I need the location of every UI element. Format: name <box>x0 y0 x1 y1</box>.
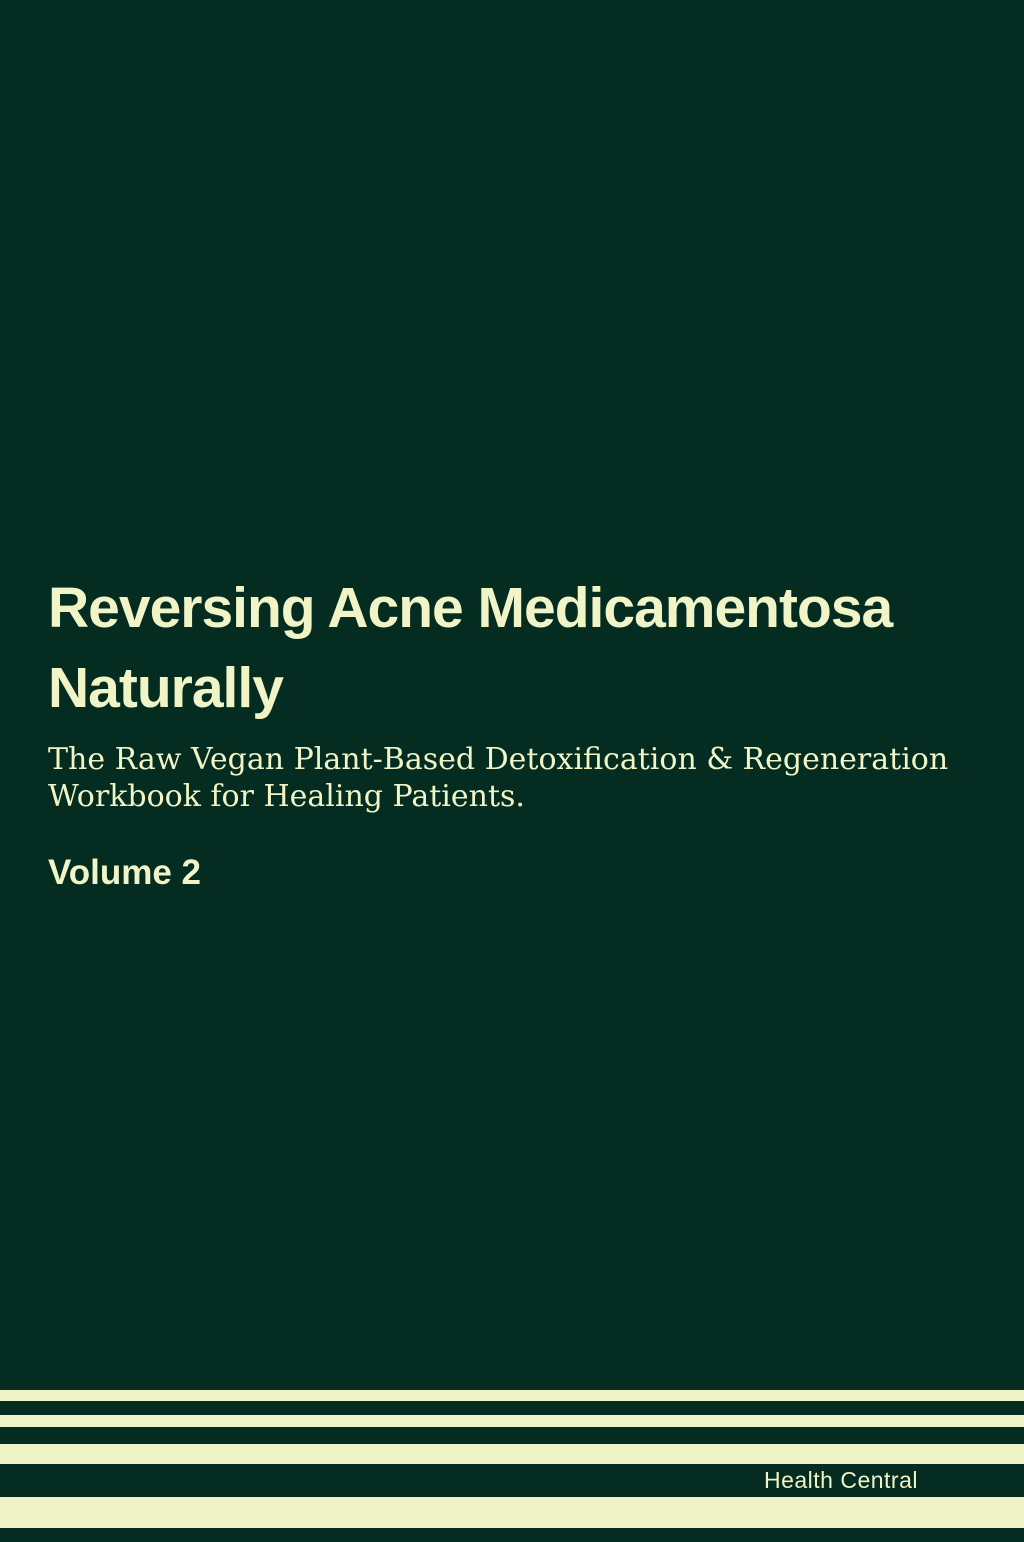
volume-label: Volume 2 <box>48 853 202 892</box>
publisher-name: Health Central <box>763 1467 918 1493</box>
publisher-band <box>0 1464 1024 1497</box>
book-subtitle-line-1: The Raw Vegan Plant-Based Detoxification & Regeneration <box>48 742 949 777</box>
decorative-stripe-wide <box>0 1497 1024 1528</box>
book-subtitle <box>48 741 988 815</box>
decorative-stripe-thin-1 <box>0 1390 1024 1401</box>
decorative-stripe-thin-2 <box>0 1415 1024 1427</box>
decorative-stripe-medium <box>0 1444 1024 1464</box>
book-title-line-2: Naturally <box>48 656 283 720</box>
book-title <box>48 568 998 728</box>
book-title-line-1: Reversing Acne Medicamentosa <box>48 576 893 640</box>
book-subtitle-line-2: Workbook for Healing Patients. <box>48 779 525 814</box>
